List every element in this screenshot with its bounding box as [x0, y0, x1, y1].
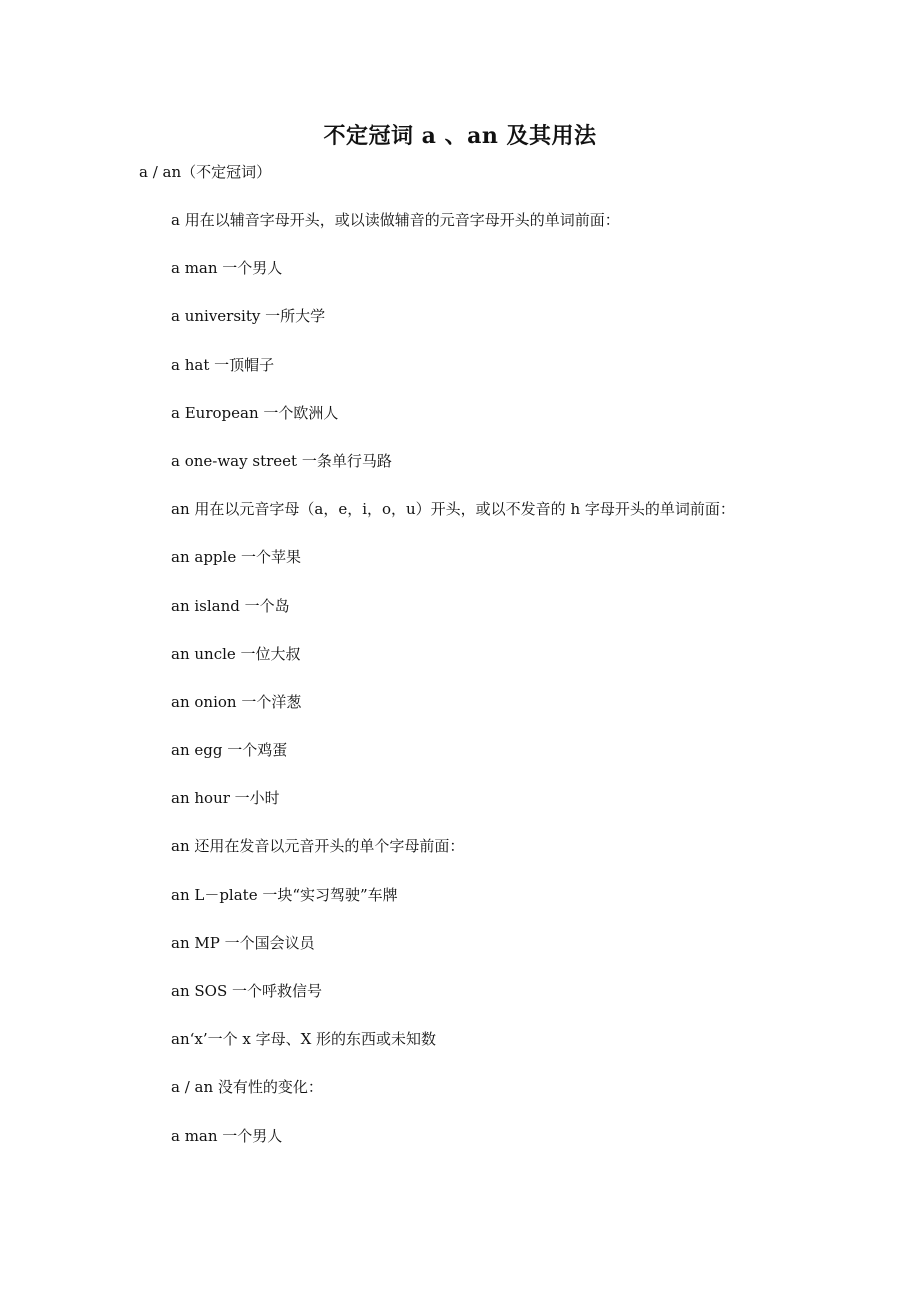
paragraph-line: an hour 一小时	[171, 789, 280, 808]
paragraph-line: a European 一个欧洲人	[171, 403, 339, 422]
paragraph-line: an L－plate 一块“实习驾驶”车牌	[171, 885, 398, 904]
paragraph-line: an uncle 一位大叔	[171, 644, 301, 663]
paragraph-line: an apple 一个苹果	[171, 548, 301, 567]
paragraph-line: a hat 一顶帽子	[171, 355, 275, 374]
paragraph-line: a man 一个男人	[171, 1126, 283, 1145]
paragraph-line: a 用在以辅音字母开头，或以读做辅音的元音字母开头的单词前面：	[171, 211, 620, 229]
content-lines	[171, 210, 735, 1174]
paragraph-line: an 还用在发音以元音开头的单个字母前面：	[171, 837, 465, 856]
paragraph-line: an onion 一个洋葱	[171, 692, 302, 711]
paragraph-line: a / an 没有性的变化：	[171, 1078, 323, 1097]
document-subtitle: a / an（不定冠词）	[139, 163, 272, 181]
paragraph-line: a one-way street 一条单行马路	[171, 451, 392, 470]
paragraph-line: an SOS 一个呼救信号	[171, 982, 322, 1000]
paragraph-line: a man 一个男人	[171, 259, 283, 278]
paragraph-line: an 用在以元音字母（a，e，i，o，u）开头，或以不发音的 h 字母开头的单词前面：	[171, 500, 735, 519]
paragraph-line: an MP 一个国会议员	[171, 933, 315, 952]
paragraph-line: an egg 一个鸡蛋	[171, 741, 288, 760]
paragraph-line: an island 一个岛	[171, 596, 290, 615]
document-title: 不定冠词 a 、an 及其用法	[323, 123, 597, 149]
paragraph-line: an‘x’一个 x 字母、X 形的东西或未知数	[171, 1030, 437, 1049]
paragraph-line: a university 一所大学	[171, 307, 326, 326]
